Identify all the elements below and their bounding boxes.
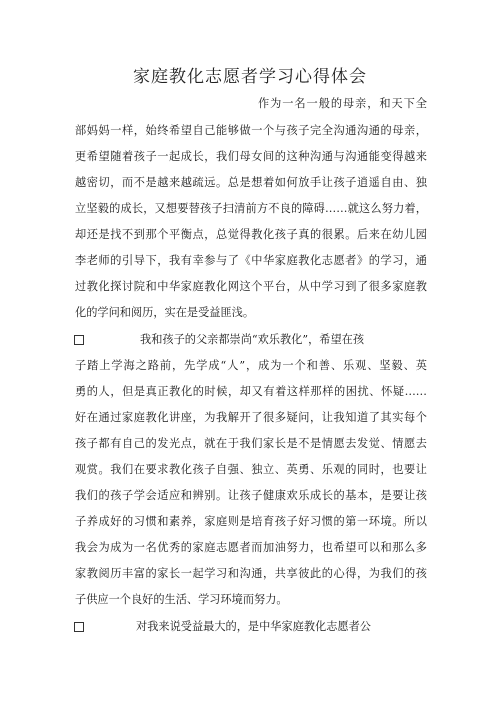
paragraph-1-line-9: 化的学问和阅历，实在是受益匪浅。: [75, 306, 255, 319]
paragraph-3-head: 对我来说受益最大的，是中华家庭教化志愿者公: [136, 620, 371, 633]
paragraph-2-line-3: 好在通过家庭教化讲座，为我解开了很多疑问，让我知道了其实每个: [75, 411, 427, 424]
paragraph-2-line-5: 观赏。我们在要求教化孩子自强、独立、英勇、乐观的同时，也要让: [75, 463, 427, 476]
paragraph-2-line-2: 勇的人，但是真正教化的时候，却又有着这样那样的困扰、怀疑……: [75, 385, 427, 398]
paragraph-2-line-9: 家教阅历丰富的家长一起学习和沟通，共享彼此的心得，为我们的孩: [75, 567, 427, 580]
paragraph-1-line-8: 过教化探讨院和中华家庭教化网这个平台，从中学习到了很多家庭教: [75, 280, 427, 293]
paragraph-2-marker-box: [74, 335, 84, 345]
paragraph-1-line-4: 越密切，而不是越来越疏远。总是想着如何放手让孩子逍遥自由、独: [75, 176, 427, 189]
paragraph-2-head: 我和孩子的父亲都崇尚“欢乐教化”，希望在孩: [140, 333, 365, 346]
paragraph-2-line-7: 子养成好的习惯和素养，家庭则是培育孩子好习惯的第一环境。所以: [75, 515, 427, 528]
paragraph-1-line-5: 立坚毅的成长，又想要替孩子扫清前方不良的障碍……就这么努力着，: [75, 202, 427, 215]
paragraph-3-marker-box: [74, 622, 84, 632]
paragraph-1-line-7: 李老师的引导下，我有幸参与了《中华家庭教化志愿者》的学习，通: [75, 254, 427, 267]
paragraph-1-line-2: 部妈妈一样，始终希望自己能够做一个与孩子完全沟通沟通的母亲，: [75, 124, 427, 137]
paragraph-2-line-6: 我们的孩子学会适应和辨别。让孩子健康欢乐成长的基本，是要让孩: [75, 489, 427, 502]
paragraph-2-line-8: 我会为成为一名优秀的家庭志愿者而加油努力，也希望可以和那么多: [75, 541, 427, 554]
document-title: 家庭教化志愿者学习心得体会: [133, 67, 367, 87]
paragraph-1-line-6: 却还是找不到那个平衡点，总觉得教化孩子真的很累。后来在幼儿园: [75, 228, 427, 241]
paragraph-2-line-1: 子踏上学海之路前，先学成“人”，成为一个和善、乐观、坚毅、英: [75, 359, 427, 372]
paragraph-2-line-10: 子供应一个良好的生活、学习环境而努力。: [75, 593, 288, 606]
paragraph-1-line-3: 更希望随着孩子一起成长，我们母女间的这种沟通与沟通能变得越来: [75, 150, 427, 163]
paragraph-1-line-1: 作为一名一般的母亲，和天下全: [258, 97, 427, 110]
paragraph-2-line-4: 孩子都有自己的发光点，就在于我们家长是不是情愿去发觉、情愿去: [75, 437, 427, 450]
